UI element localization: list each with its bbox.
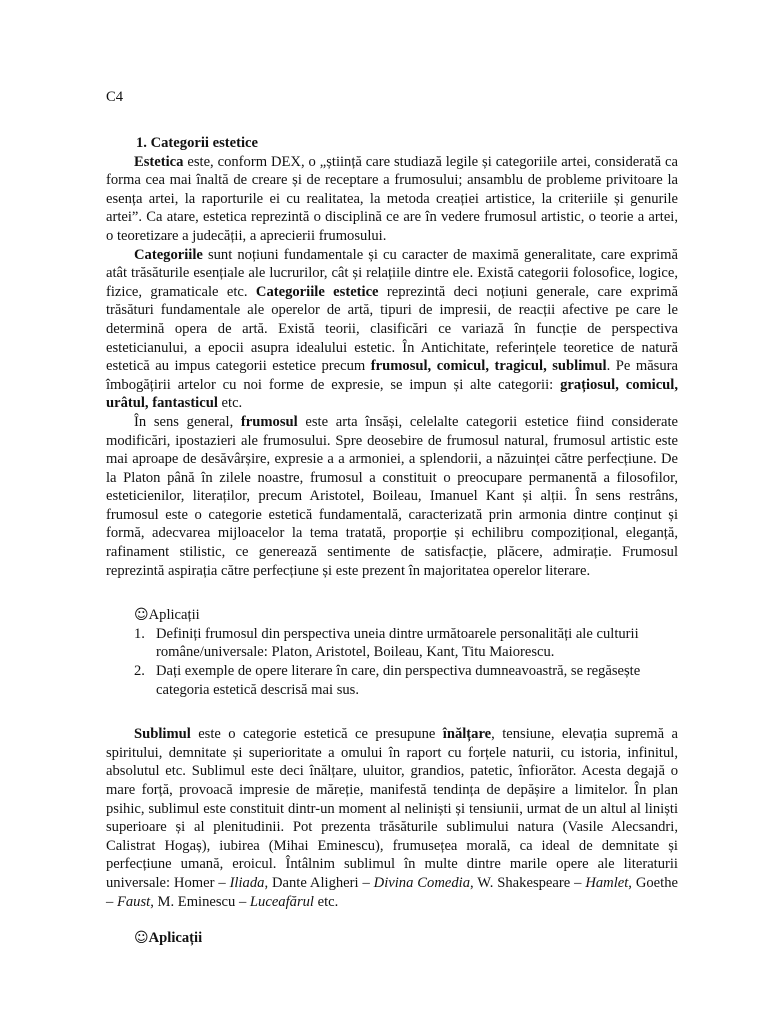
list-item: 1. Definiți frumosul din perspectiva uneia dintre următoarele personalități ale culturii române/universale: Platon, Aristotel, Boileau, Kant, Titu Maiorescu. xyxy=(134,625,639,661)
document-page xyxy=(106,88,678,948)
aplicatii-list xyxy=(106,625,678,699)
aplicatii-heading-1: ☺Aplicații xyxy=(134,607,200,624)
term-inaltare: înălțare xyxy=(442,726,492,743)
term-new-categories: grațiosul, comicul, urâtul, fantasticul xyxy=(106,376,678,412)
section-title: 1. Categorii estetice xyxy=(136,135,258,151)
list-item: 2. Dați exemple de opere literare în care, din perspectiva dumneavoastră, se regăsește categoria estetică descrisă mai sus. xyxy=(134,663,641,698)
paragraph-categoriile: Categoriile sunt noțiuni fundamentale și cu caracter de maximă generalitate, care exprimă atât trăsăturile esențiale ale lucrurilor, cât și relațiile dintre ele. Există categorii folosofice, logice, fizice, gramaticale etc. Categoriile estetice reprezintă deci noțiuni generale, care exprimă trăsături fundamentale ale operelor de artă, tipuri de impresii, de reacții afective pe care le determină opera de artă. Există teorii, clasificări ce variază în funcție de perspectiva esteticianului, a epocii asupra idealului estetic. În Antichitate, referințele teoretice de natură estetică au impus categorii estetice precum frumosul, comicul, tragicul, sublimul. Pe măsura îmbogățirii artelor cu noi forme de expresie, se impun și alte categorii: grațiosul, comicul, urâtul, fantasticul etc. xyxy=(106,246,678,412)
paragraph-sublimul: Sublimul este o categorie estetică ce presupune înălțare, tensiune, elevația supremă a spiritului, demnitate și superioritate a omului în raport cu forțele naturii, cu istoria, infinitul, absolutul etc. Sublimul este deci înălțare, uluitor, grandios, patetic, înfiorător. Acesta degajă o mare forță, provoacă impresie de măreție, manifestă tendința de depășire a limitelor. În plan psihic, sublimul este constituit dintr-un moment al neliniști și tensiunii, urmat de un altul al liniști superioare și al plenitudinii. Pot prezenta trăsăturile sublimului natura (Vasile Alecsandri, Calistrat Hogaș), iubirea (Mihai Eminescu), frumusețea morală, ca ideal de demnitate și perfecțiune umană, eroicul. Întâlnim sublimul în multe dintre marile opere ale literaturii universale: Homer – Iliada, Dante Aligheri – Divina Comedia, W. Shakespeare – Hamlet, Goethe – Faust, M. Eminescu – Luceafărul etc. xyxy=(106,726,678,910)
course-code: C4 xyxy=(106,89,124,105)
paragraph-estetica: Estetica este, conform DEX, o „știință care studiază legile și categoriile artei, considerată ca forma cea mai înaltă de creare și de receptare a frumosului; ansamblu de probleme privitoare la esența artei, la raporturile ei cu realitatea, la metoda creației artistice, la criteriile și genurile artei”. Ca atare, estetica reprezintă o disciplină ce are în vedere frumosul artistic, o teorie a artei, o teoretizare a judecății, a aprecierii frumosului. xyxy=(106,153,678,244)
term-frumosul: frumosul xyxy=(240,413,298,430)
term-estetica: Estetica xyxy=(134,153,184,170)
smiley-icon: ☺ xyxy=(134,607,149,624)
term-categoriile: Categoriile xyxy=(134,246,203,263)
term-antic-categories: frumosul, comicul, tragicul, sublimul xyxy=(370,358,607,375)
paragraph-frumosul: În sens general, frumosul este arta însăși, celelalte categorii estetice fiind considerate modificări, ipostazieri ale frumosului. Spre deosebire de frumosul natural, frumosul artistic este mai aproape de desăvârșire, expresie a a armoniei, a splendorii, a năzuinței către perfecțiune. De la Platon până în zilele noastre, frumosul a constituit o preocupare permanentă a filosofilor, esteticienilor, literaților, precum Aristotel, Boileau, Imanuel Kant și alții. În sens restrâns, frumosul este o categorie estetică fundamentală, caracterizată prin armonia dintre conținut și formă, adecvarea mijloacelor la tema tratată, proporție și echilibru compozițional, eleganță, rafinament stilistic, ce generează sentimente de satisfacție, plăcere, admirație. Frumosul reprezintă aspirația către perfecțiune și este prezent în majoritatea operelor literare. xyxy=(106,413,678,579)
aplicatii-heading-2: ☺Aplicații xyxy=(134,930,203,947)
smiley-icon: ☺ xyxy=(134,930,149,947)
term-categoriile-estetice: Categoriile estetice xyxy=(255,283,379,300)
term-sublimul: Sublimul xyxy=(134,726,191,743)
